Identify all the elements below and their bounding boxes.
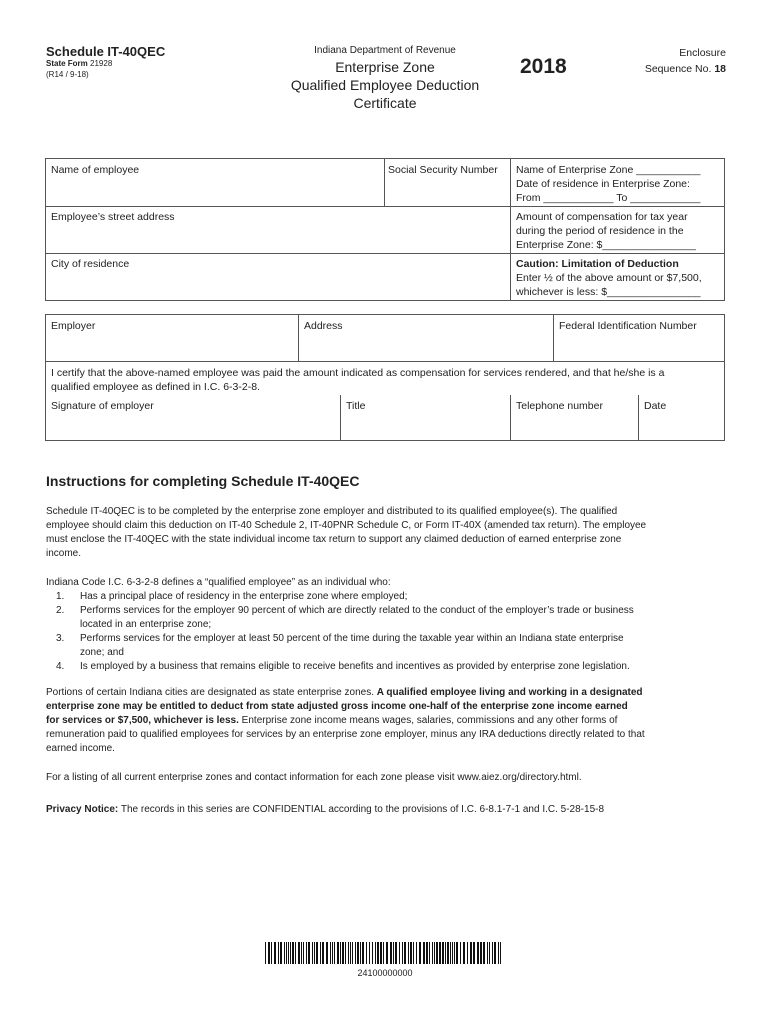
barcode-image	[265, 942, 505, 964]
barcode-bar	[445, 942, 446, 964]
department-name: Indiana Department of Revenue	[314, 45, 456, 56]
barcode-bar	[410, 942, 412, 964]
list-item	[46, 604, 726, 632]
barcode-bar	[286, 942, 287, 964]
barcode-bar	[463, 942, 465, 964]
barcode-bar	[290, 942, 291, 964]
list-item	[46, 632, 726, 660]
barcode-bar	[332, 942, 333, 964]
barcode-number: 24100000000	[357, 968, 413, 978]
barcode-bar	[383, 942, 384, 964]
barcode-bar	[316, 942, 318, 964]
barcode-bar	[342, 942, 344, 964]
divider	[384, 158, 385, 206]
p1-line: employee should claim this deduction on IT-40 Schedule 2, IT-40PNR Schedule C, or Form IT-40X (amended tax return). The employee	[46, 520, 647, 531]
divider	[45, 253, 725, 254]
barcode-bar	[408, 942, 409, 964]
enclosure-label: Enclosure	[679, 47, 726, 59]
privacy-notice	[46, 803, 726, 817]
state-form-number	[46, 59, 112, 68]
divider	[638, 395, 639, 441]
barcode-bar	[360, 942, 361, 964]
form-title-line3: Certificate	[353, 95, 417, 111]
certification-statement	[51, 366, 721, 394]
certify-line1: I certify that the above-named employee was paid the amount indicated as compensation for services rendered, and that he/she is a	[51, 367, 665, 379]
sequence-number: 18	[714, 63, 726, 75]
divider	[298, 314, 299, 361]
list-number: 3.	[56, 633, 65, 644]
schedule-title: Schedule IT-40QEC	[46, 44, 166, 59]
p3-text: Enterprise zone income means wages, salaries, commissions and any other forms of	[238, 715, 618, 726]
barcode-bar	[380, 942, 382, 964]
divider	[553, 314, 554, 361]
revision-code: (R14 / 9-18)	[46, 70, 89, 79]
privacy-text: The records in this series are CONFIDENTIAL according to the provisions of I.C. 6-8.1-7-1 and I.C. 5-28-15-8	[118, 804, 605, 815]
barcode-bar	[399, 942, 400, 964]
privacy-label: Privacy Notice:	[46, 804, 119, 815]
barcode-bar	[326, 942, 328, 964]
ez-name-label: Name of Enterprise Zone ___________	[516, 164, 701, 176]
p1-line: must enclose the IT-40QEC with the state individual income tax return to support any claimed deduction of earned enterprise zone	[46, 534, 622, 545]
list-text: Has a principal place of residency in the enterprise zone where employed;	[80, 591, 408, 602]
certify-line2: qualified employee as defined in I.C. 6-3-2-8.	[51, 381, 260, 393]
barcode-bar	[295, 942, 296, 964]
barcode-bar	[500, 942, 501, 964]
directory-paragraph: For a listing of all current enterprise zones and contact information for each zone please visit www.aiez.org/directory.html.	[46, 772, 582, 783]
residence-date-label: Date of residence in Enterprise Zone:	[516, 178, 690, 190]
barcode-bar	[350, 942, 351, 964]
barcode-bar	[413, 942, 414, 964]
barcode-bar	[492, 942, 493, 964]
list-number: 2.	[56, 605, 65, 616]
list-item	[46, 590, 726, 604]
form-title-line2: Qualified Employee Deduction	[290, 77, 480, 93]
instructions-heading: Instructions for completing Schedule IT-40QEC	[46, 473, 360, 489]
form-title	[268, 58, 502, 112]
barcode-bar	[436, 942, 438, 964]
list-text: Performs services for the employer 90 percent of which are directly related to the conduct of the employer’s trade or business	[80, 605, 634, 616]
sequence-line	[614, 61, 726, 77]
list-text: located in an enterprise zone;	[80, 619, 212, 630]
p3-bold: enterprise zone may be entitled to deduct from state adjusted gross income one-half of the enterprise zone income earned	[46, 701, 628, 712]
telephone-field[interactable]: Telephone number	[516, 400, 603, 412]
divider	[45, 361, 725, 362]
barcode-bar	[402, 942, 403, 964]
instructions-paragraph-1	[46, 505, 726, 561]
barcode-bar	[470, 942, 472, 964]
barcode-bar	[362, 942, 364, 964]
barcode-bar	[366, 942, 367, 964]
p3-text: Portions of certain Indiana cities are designated as state enterprise zones.	[46, 687, 377, 698]
barcode-bar	[278, 942, 279, 964]
barcode-bar	[393, 942, 394, 964]
barcode-bar	[322, 942, 324, 964]
barcode-bar	[284, 942, 285, 964]
barcode-bar	[369, 942, 370, 964]
barcode-bar	[355, 942, 356, 964]
barcode-bar	[423, 942, 425, 964]
barcode-bar	[301, 942, 302, 964]
p1-line: income.	[46, 548, 82, 559]
divider	[340, 395, 341, 441]
city-field[interactable]: City of residence	[51, 258, 130, 270]
deduction-limit-field[interactable]	[516, 257, 721, 299]
barcode-bar	[432, 942, 433, 964]
from-to-label: From ____________ To ____________	[516, 192, 701, 204]
barcode-bar	[340, 942, 341, 964]
barcode-bar	[386, 942, 388, 964]
barcode-bar	[487, 942, 488, 964]
barcode-bar	[395, 942, 397, 964]
barcode-bar	[473, 942, 475, 964]
barcode-bar	[460, 942, 461, 964]
barcode-bar	[447, 942, 449, 964]
barcode-bar	[348, 942, 349, 964]
enterprise-zone-paragraph	[46, 686, 726, 756]
barcode-bar	[467, 942, 468, 964]
barcode-bar	[312, 942, 313, 964]
list-item	[46, 660, 726, 674]
barcode-bar	[434, 942, 435, 964]
barcode-bar	[337, 942, 339, 964]
barcode-bar	[498, 942, 499, 964]
list-number: 1.	[56, 591, 65, 602]
caution-line1: Enter ½ of the above amount or $7,500,	[516, 272, 702, 284]
barcode-bar	[292, 942, 294, 964]
barcode-bar	[303, 942, 304, 964]
federal-id-field[interactable]: Federal Identification Number	[559, 320, 697, 332]
compensation-line2: during the period of residence in the	[516, 225, 684, 237]
qualified-employee-intro: Indiana Code I.C. 6-3-2-8 defines a “qualified employee” as an individual who:	[46, 577, 391, 588]
barcode-bar	[377, 942, 379, 964]
barcode-bar	[416, 942, 417, 964]
barcode-bar	[456, 942, 458, 964]
compensation-field[interactable]	[516, 210, 721, 252]
barcode-bar	[489, 942, 490, 964]
barcode-bar	[477, 942, 479, 964]
barcode-bar	[419, 942, 421, 964]
barcode-bar	[442, 942, 444, 964]
barcode-bar	[426, 942, 428, 964]
list-text: zone; and	[80, 647, 124, 658]
barcode-bar	[429, 942, 430, 964]
barcode-bar	[494, 942, 496, 964]
state-form-value: 21928	[90, 59, 113, 68]
barcode-bar	[271, 942, 272, 964]
employer-name-field[interactable]: Employer	[51, 320, 96, 332]
barcode-bar	[306, 942, 307, 964]
ssn-field[interactable]: Social Security Number	[388, 164, 498, 176]
p1-line: Schedule IT-40QEC is to be completed by the enterprise zone employer and distributed to its qualified employee(s). The qualified	[46, 506, 618, 517]
barcode-bar	[268, 942, 270, 964]
barcode-bar	[288, 942, 289, 964]
barcode-bar	[274, 942, 276, 964]
barcode-bar	[308, 942, 310, 964]
barcode-bar	[330, 942, 331, 964]
divider	[510, 158, 511, 301]
barcode-bar	[372, 942, 373, 964]
list-text: Is employed by a business that remains eligible to receive benefits and incentives as provided by enterprise zone legislation.	[80, 661, 630, 672]
qualified-employee-list	[46, 590, 726, 674]
employee-name-field[interactable]: Name of employee	[51, 164, 140, 176]
barcode-bar	[280, 942, 282, 964]
barcode-bar	[404, 942, 406, 964]
divider	[45, 206, 725, 207]
barcode-bar	[439, 942, 441, 964]
barcode-bar	[314, 942, 315, 964]
barcode-bar	[298, 942, 300, 964]
p3-text: earned income.	[46, 743, 115, 754]
title-field[interactable]: Title	[346, 400, 366, 412]
list-number: 4.	[56, 661, 65, 672]
caution-title: Caution: Limitation of Deduction	[516, 258, 679, 270]
enterprise-zone-field[interactable]	[516, 163, 721, 205]
list-text: Performs services for the employer at least 50 percent of the time during the taxable year within an Indiana state enterprise	[80, 633, 624, 644]
date-field[interactable]: Date	[644, 400, 667, 412]
barcode-bar	[480, 942, 482, 964]
compensation-line1: Amount of compensation for tax year	[516, 211, 688, 223]
barcode-bar	[357, 942, 359, 964]
barcode-bar	[390, 942, 392, 964]
employer-signature-field[interactable]: Signature of employer	[51, 400, 154, 412]
barcode-bar	[452, 942, 453, 964]
barcode-bar	[450, 942, 451, 964]
barcode-bar	[375, 942, 376, 964]
barcode-bar	[454, 942, 455, 964]
barcode-bar	[334, 942, 335, 964]
divider	[510, 395, 511, 441]
barcode-bar	[483, 942, 485, 964]
tax-year: 2018	[520, 55, 567, 78]
barcode-bar	[345, 942, 346, 964]
p3-bold: for services or $7,500, whichever is less.	[46, 715, 239, 726]
barcode-bar	[352, 942, 353, 964]
enclosure-sequence	[614, 45, 726, 77]
p3-bold: A qualified employee living and working in a designated	[376, 687, 643, 698]
compensation-line3: Enterprise Zone: $________________	[516, 239, 696, 251]
form-title-line1: Enterprise Zone	[335, 59, 435, 75]
barcode-bar	[265, 942, 266, 964]
state-form-label: State Form	[46, 59, 88, 68]
street-address-field[interactable]: Employee’s street address	[51, 211, 175, 223]
employer-address-field[interactable]: Address	[304, 320, 343, 332]
p3-text: remuneration paid to qualified employees for services by an enterprise zone employer, minus any IRA deductions directly related to that	[46, 729, 645, 740]
caution-line2: whichever is less: $________________	[516, 286, 701, 298]
sequence-label: Sequence No.	[644, 63, 712, 75]
barcode-bar	[320, 942, 321, 964]
